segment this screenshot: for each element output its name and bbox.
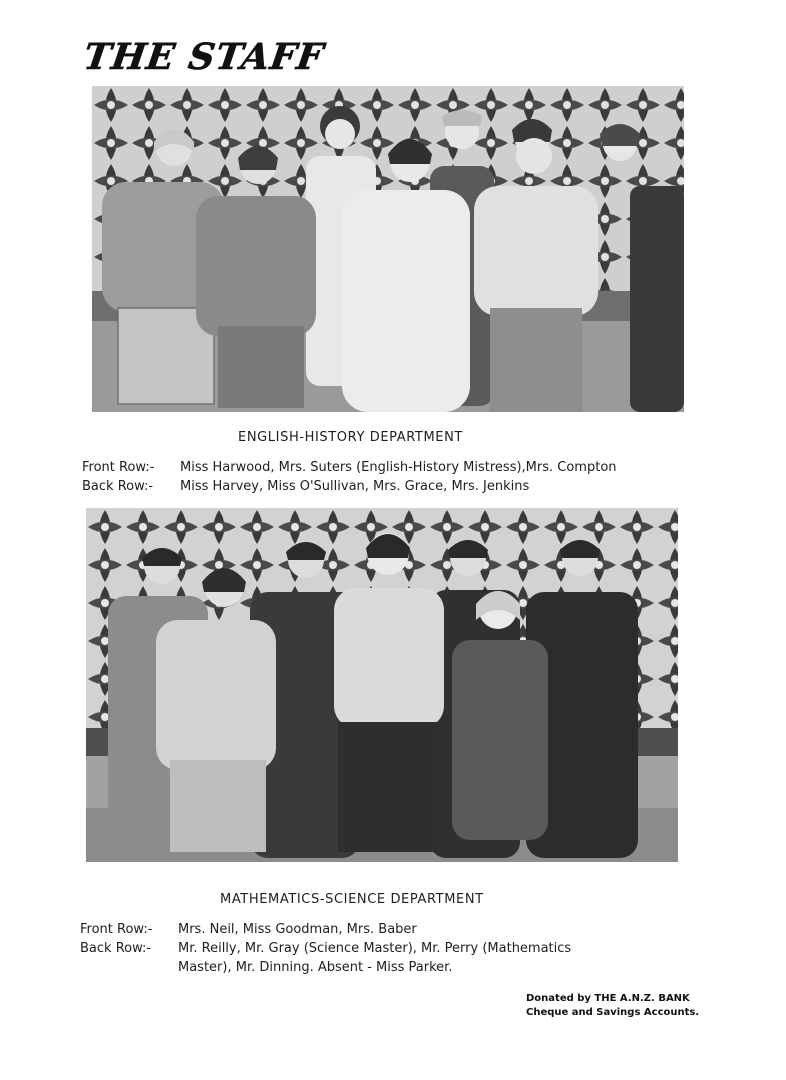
row-names: Miss Harwood, Mrs. Suters (English-History Mistress),Mrs. Compton: [180, 460, 617, 475]
row-names: Miss Harvey, Miss O'Sullivan, Mrs. Grace, Mrs. Jenkins: [180, 479, 530, 494]
back-row-line: [82, 477, 617, 496]
row-names: Mr. Reilly, Mr. Gray (Science Master), Mr. Perry (Mathematics: [178, 941, 572, 956]
row-label: Back Row:-: [80, 941, 152, 956]
section-heading: MATHEMATICS-SCIENCE DEPARTMENT: [220, 892, 484, 907]
row-label-spacer: [80, 958, 178, 977]
donor-line: Cheque and Savings Accounts.: [526, 1007, 700, 1018]
row-label: Front Row:-: [80, 922, 153, 937]
front-row-line: [80, 920, 571, 939]
back-row-continuation: [80, 958, 571, 977]
row-label: Back Row:-: [82, 479, 154, 494]
section-heading: ENGLISH-HISTORY DEPARTMENT: [238, 430, 463, 445]
row-label: Front Row:-: [82, 460, 155, 475]
donor-line: Donated by THE A.N.Z. BANK: [526, 993, 690, 1004]
donor-credit: [526, 992, 699, 1020]
back-row-line: [80, 939, 571, 958]
mathematics-science-staff-photo: [86, 508, 678, 862]
row-names: Master), Mr. Dinning. Absent - Miss Parker.: [178, 960, 453, 975]
row-names: Mrs. Neil, Miss Goodman, Mrs. Baber: [178, 922, 417, 937]
front-row-line: [82, 458, 617, 477]
english-history-staff-photo: [92, 86, 684, 412]
page-title: THE STAFF: [81, 36, 327, 78]
name-list: [80, 920, 571, 977]
name-list: [82, 458, 617, 496]
